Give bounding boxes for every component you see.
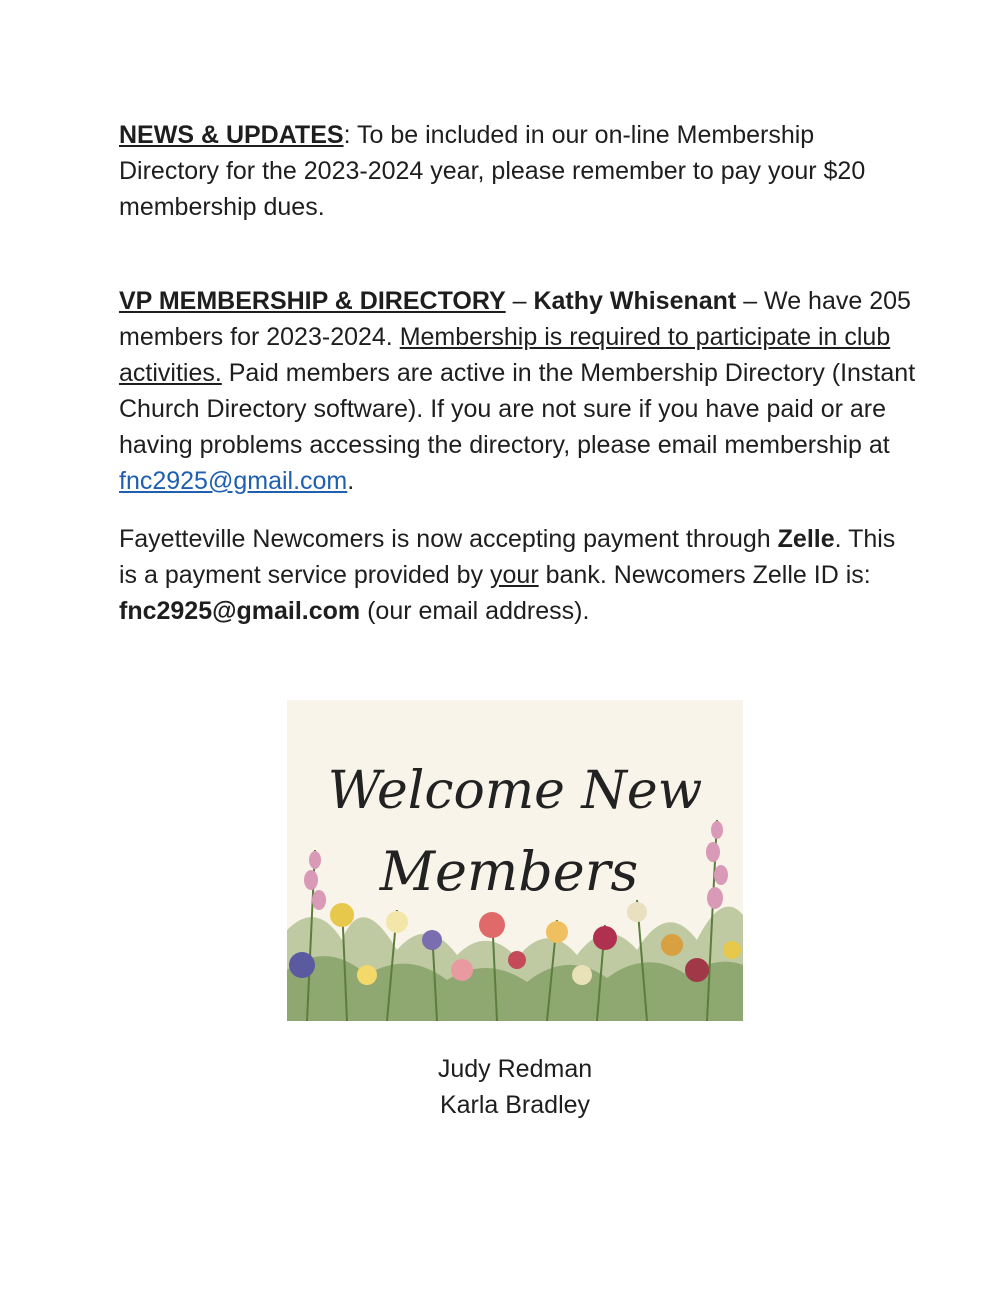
membership-email-link[interactable]: fnc2925@gmail.com bbox=[119, 467, 348, 495]
zelle-text-1: Fayetteville Newcomers is now accepting payment through bbox=[119, 525, 778, 553]
banner-line-1: Welcome New bbox=[327, 761, 703, 821]
member-name: Karla Bradley bbox=[439, 1091, 591, 1119]
zelle-text-2: . This is a payment service provided by bbox=[119, 525, 896, 589]
zelle-text-3: bank. Newcomers Zelle ID is: bbox=[538, 561, 871, 589]
vp-end: . bbox=[347, 467, 355, 495]
news-heading: NEWS & UPDATES bbox=[119, 121, 344, 149]
zelle-text-4: (our email address). bbox=[360, 597, 590, 625]
vp-dash: – bbox=[505, 287, 534, 315]
news-text: : To be included in our on-line Membership Directory for the 2023-2024 year, please remember to pay your $20 membership dues. bbox=[119, 121, 866, 221]
zelle-your: your bbox=[490, 561, 539, 589]
zelle-paragraph bbox=[119, 521, 919, 629]
document-body bbox=[119, 117, 919, 629]
vp-heading: VP MEMBERSHIP & DIRECTORY bbox=[119, 287, 506, 315]
zelle-id: fnc2925@gmail.com bbox=[119, 597, 361, 625]
zelle-name: Zelle bbox=[777, 525, 835, 553]
member-name: Judy Redman bbox=[437, 1055, 593, 1083]
vp-membership-paragraph bbox=[119, 283, 919, 499]
vp-text-1: – We have 205 members for 2023-2024. bbox=[119, 287, 911, 351]
new-member-names bbox=[0, 1051, 1000, 1123]
welcome-banner-illustration bbox=[287, 700, 743, 1021]
membership-requirement: Membership is required to participate in club activities. bbox=[119, 323, 891, 387]
vp-text-2: Paid members are active in the Membership Directory (Instant Church Directory software). If you are not sure if you have paid or are having problems accessing the directory, please email membership at bbox=[119, 359, 916, 459]
vp-person-name: Kathy Whisenant bbox=[533, 287, 737, 315]
welcome-new-members-banner bbox=[287, 700, 743, 1021]
banner-line-2: Members bbox=[379, 840, 639, 903]
news-paragraph bbox=[119, 117, 919, 225]
